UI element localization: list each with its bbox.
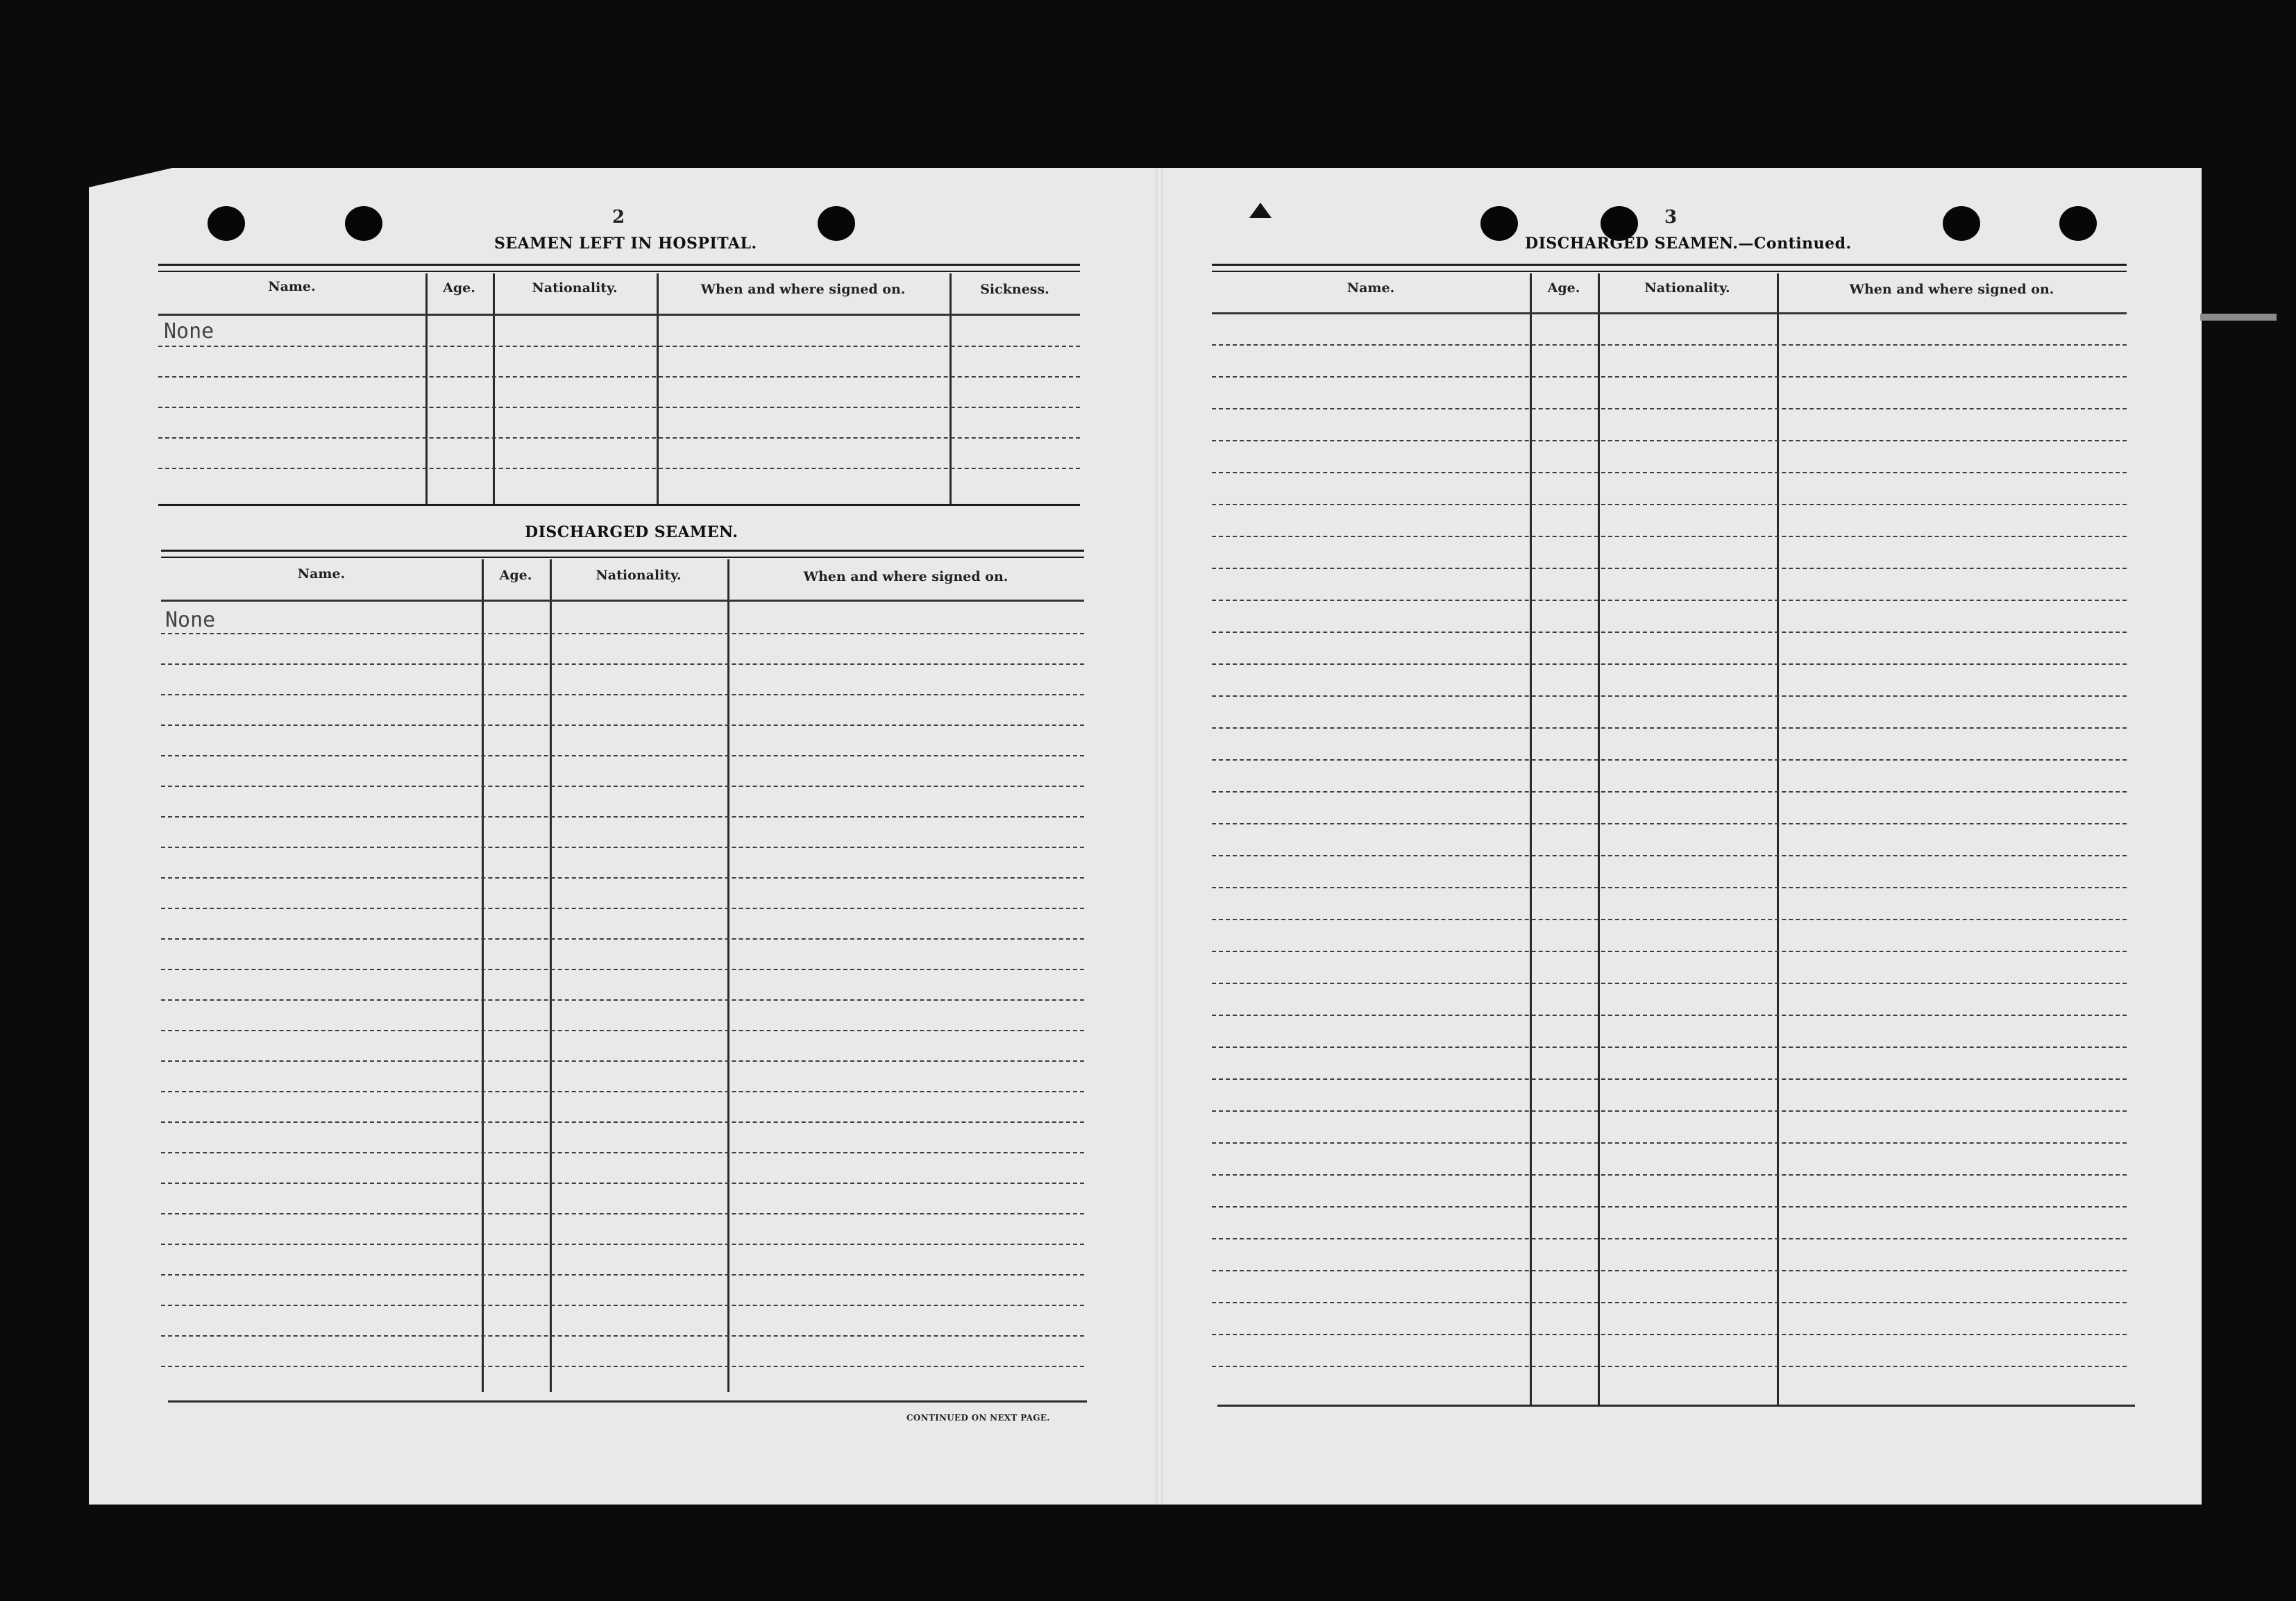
punch-hole: [2059, 206, 2097, 241]
col-header-age: Age.: [443, 280, 475, 296]
col-header-name: Name.: [268, 279, 316, 294]
punch-hole: [1943, 206, 1980, 241]
col-header-age: Age.: [1547, 280, 1580, 296]
page-number-right: 3: [1664, 207, 1678, 228]
col-header-nationality: Nationality.: [596, 568, 682, 583]
col-header-name: Name.: [1347, 280, 1395, 296]
col-header-nationality: Nationality.: [1644, 280, 1730, 296]
punch-hole: [1480, 206, 1518, 241]
col-header-sickness: Sickness.: [980, 282, 1049, 297]
handwritten-entry: None: [165, 608, 216, 632]
page-number-left: 2: [612, 207, 625, 228]
punch-hole: [208, 206, 245, 241]
punch-hole: [345, 206, 382, 241]
bottom-rule-right: [1217, 1405, 2135, 1407]
hospital-section-title: SEAMEN LEFT IN HOSPITAL.: [494, 235, 757, 253]
col-header-age: Age.: [499, 568, 532, 583]
continued-footer: CONTINUED ON NEXT PAGE.: [906, 1413, 1050, 1423]
col-header-when-where: When and where signed on.: [700, 282, 906, 297]
col-header-nationality: Nationality.: [532, 280, 618, 296]
discharged-table-left: [161, 550, 1084, 1403]
punch-hole: [818, 206, 855, 241]
col-header-name: Name.: [297, 566, 346, 582]
col-header-when-where: When and where signed on.: [1849, 282, 2054, 297]
bottom-rule-left: [168, 1400, 1087, 1403]
ink-smudge: [2200, 314, 2277, 321]
handwritten-entry: None: [164, 319, 214, 344]
discharged-continued-title: DISCHARGED SEAMEN.—Continued.: [1525, 235, 1852, 253]
corner-mark: [1249, 203, 1272, 218]
hospital-table: [158, 264, 1080, 514]
page-fold: [1156, 168, 1163, 1505]
discharged-table-right: [1212, 264, 2127, 1405]
discharged-section-title: DISCHARGED SEAMEN.: [525, 523, 738, 541]
col-header-when-where: When and where signed on.: [803, 569, 1008, 584]
